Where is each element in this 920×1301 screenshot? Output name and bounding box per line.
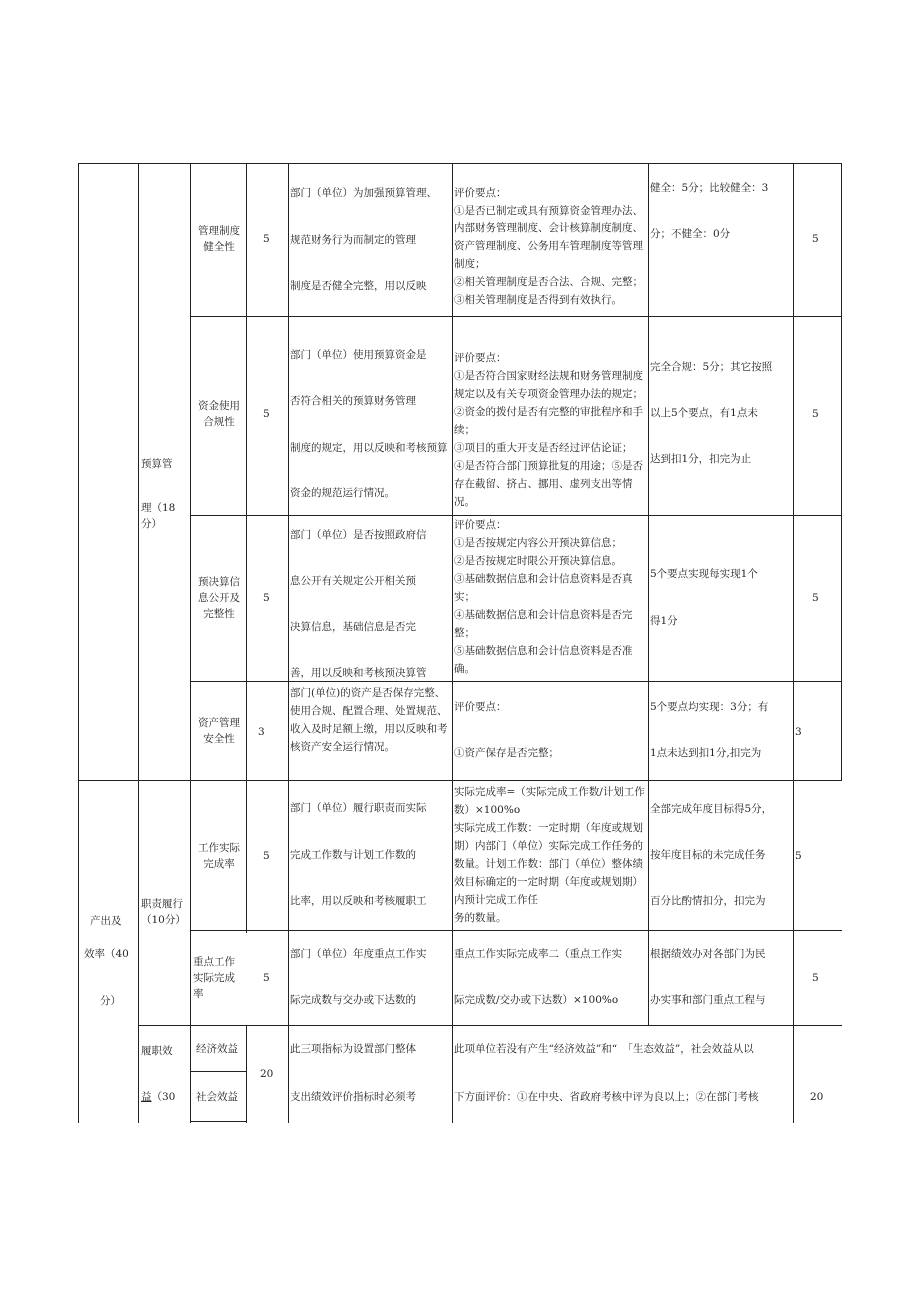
crit-row3-7: 整； bbox=[454, 627, 475, 639]
crit-row1-6: ②相关管理制度是否合法、合规、完整； bbox=[454, 276, 643, 288]
crit-row1-5: 制度； bbox=[454, 258, 486, 270]
crit-row5-1: 实际完成率=（实际完成工作数/计划工作 bbox=[454, 786, 645, 798]
final-row6: 5 bbox=[812, 972, 819, 984]
col-desc bbox=[452, 163, 453, 1123]
crit-row4-2: ①资产保存是否完整； bbox=[454, 747, 559, 759]
crit-row5-8: 务的数量。 bbox=[454, 912, 507, 924]
rule-duty bbox=[138, 1025, 842, 1026]
crit-row3-1: 评价要点： bbox=[454, 519, 507, 531]
final-bottom: 20 bbox=[810, 1091, 824, 1103]
score-row5: 5 bbox=[263, 850, 270, 862]
desc-bottom-1: 此三项指标为设置部门整体 bbox=[290, 1043, 416, 1055]
score-row2: 5 bbox=[263, 408, 270, 420]
crit-row2-6: ③项目的重大开支是否经过评估论证； bbox=[454, 442, 633, 454]
crit-row2-4: ②资金的拨付是否有完整的审批程序和手 bbox=[454, 406, 643, 418]
std-row2-1: 完全合规：5分；其它按照 bbox=[650, 361, 773, 373]
crit-row3-2: ①是否按规定内容公开预决算信息； bbox=[454, 537, 622, 549]
desc-row5-1: 部门（单位）履行职责而实际 bbox=[290, 802, 427, 814]
crit-row1-3: 内部财务管理制度、会计核算制度制度、 bbox=[454, 222, 643, 234]
final-row3: 5 bbox=[812, 592, 819, 604]
score-row6: 5 bbox=[263, 972, 270, 984]
crit-row2-7: ④是否符合部门预算批复的用途；⑤是否 bbox=[454, 460, 643, 472]
crit-row5-2: 数）×100%o bbox=[454, 804, 521, 816]
level2-duty: 职责履行（10分） bbox=[141, 898, 186, 926]
col-l3a bbox=[246, 163, 247, 933]
crit-row2-5: 续； bbox=[454, 424, 475, 436]
crit-row2-2: ①是否符合国家财经法规和财务管理制度 bbox=[454, 370, 643, 382]
crit-row2-3: 规定以及有关专项资金管理办法的规定； bbox=[454, 388, 643, 400]
crit-row2-8: 存在截留、挤占、挪用、虚列支出等情 bbox=[454, 478, 633, 490]
desc-row1-2: 规范财务行为而制定的管理 bbox=[290, 234, 416, 246]
rule-section bbox=[78, 780, 842, 781]
col-std bbox=[793, 163, 794, 1123]
std-row5-2: 按年度目标的未完成任务 bbox=[650, 849, 766, 861]
crit-row5-6: 效目标确定的一定时期（年度或规划期） bbox=[454, 876, 643, 888]
final-row1: 5 bbox=[812, 233, 819, 245]
rule-social bbox=[191, 1121, 246, 1122]
score-row4: 3 bbox=[258, 726, 265, 738]
crit-row3-5: 实； bbox=[454, 591, 475, 603]
desc-row6-2: 际完成数与交办或下达数的 bbox=[290, 994, 416, 1006]
desc-row2-4: 资金的规范运行情况。 bbox=[290, 487, 395, 499]
crit-row5-3: 实际完成工作数：一定时期（年度或规划 bbox=[454, 822, 643, 834]
score-row1: 5 bbox=[263, 233, 270, 245]
final-row5: 5 bbox=[795, 850, 802, 862]
crit-bottom-2: 下方面评价：①在中央、省政府考核中评为良以上；②在部门考核 bbox=[454, 1091, 759, 1103]
level2-benefit-a: 履职效 bbox=[141, 1045, 173, 1057]
final-row2: 5 bbox=[812, 408, 819, 420]
score-row3: 5 bbox=[263, 592, 270, 604]
std-row5-1: 全部完成年度目标得5分， bbox=[650, 803, 773, 815]
desc-row2-3: 制度的规定，用以反映和考核预算 bbox=[290, 442, 448, 454]
item-row3: 预决算信息公开及完整性 bbox=[198, 576, 240, 620]
col-right bbox=[841, 163, 842, 781]
std-row3-1: 5个要点实现每实现1个 bbox=[650, 568, 758, 580]
crit-row6-2: 际完成数/交办或下达数）×100%o bbox=[454, 994, 619, 1006]
level1-output-2: 效率（40 bbox=[84, 948, 129, 960]
level2-budget-a: 预算管 bbox=[141, 458, 173, 470]
col-l3b bbox=[246, 1025, 247, 1123]
desc-row1-1: 部门（单位）为加强预算管理、 bbox=[290, 187, 437, 199]
item-row4: 资产管理安全性 bbox=[198, 717, 240, 745]
desc-row3-1: 部门（单位）是否按照政府信 bbox=[290, 529, 427, 541]
level1-output-1: 产出及 bbox=[90, 915, 122, 927]
std-row4-1: 5个要点均实现：3分；有 bbox=[650, 701, 769, 713]
std-row1-2: 分；不健全：0分 bbox=[650, 228, 731, 240]
std-row6-2: 办实事和部门重点工程与 bbox=[650, 994, 766, 1006]
crit-bottom-1: 此项单位若没有产生“经济效益”和“ 「生态效益”，社会效益从以 bbox=[454, 1043, 754, 1055]
rule-top bbox=[78, 163, 842, 164]
crit-row5-4: 期）内部门（单位）实际完成工作任务的 bbox=[454, 840, 643, 852]
desc-row2-1: 部门（单位）使用预算资金是 bbox=[290, 349, 427, 361]
desc-row3-4: 善，用以反映和考核预决算管 bbox=[290, 667, 427, 679]
desc-row3-3: 决算信息，基础信息是否完 bbox=[290, 621, 416, 633]
std-row5-3: 百分比酌情扣分，扣完为 bbox=[650, 895, 766, 907]
col-score bbox=[288, 163, 289, 1123]
crit-row4-1: 评价要点： bbox=[454, 701, 507, 713]
std-row3-2: 得1分 bbox=[650, 615, 678, 627]
std-row6-1: 根据绩效办对各部门为民 bbox=[650, 948, 766, 960]
item-social: 社会效益 bbox=[196, 1091, 238, 1103]
std-row1-1: 健全：5分；比较健全：3 bbox=[650, 182, 769, 194]
benefit-rest: （30 bbox=[151, 1091, 176, 1103]
level2-budget-b: 理（18分） bbox=[141, 502, 176, 530]
crit-row1-1: 评价要点： bbox=[454, 187, 507, 199]
crit-row3-6: ④基础数据信息和会计信息资料是否完 bbox=[454, 609, 633, 621]
std-row2-2: 以上5个要点，有1点未 bbox=[650, 407, 758, 419]
std-row4-2: 1点未达到扣1分,扣完为 bbox=[650, 747, 762, 759]
desc-row4-4: 核资产安全运行情况。 bbox=[290, 741, 395, 753]
crit-row3-4: ③基础数据信息和会计信息资料是否真 bbox=[454, 573, 633, 585]
crit-row1-2: ①是否已制定或具有预算资金管理办法、 bbox=[454, 205, 643, 217]
item-row6: 重点工作实际完成率 bbox=[193, 956, 235, 1000]
desc-row4-1: 部门(单位)的资产是否保存完整、 bbox=[290, 687, 446, 699]
col-l1 bbox=[138, 163, 139, 1123]
level1-output-3: 分） bbox=[100, 995, 121, 1007]
crit-row5-5: 数量。计划工作数：部门（单位）整体绩 bbox=[454, 858, 643, 870]
col-l2 bbox=[190, 163, 191, 1123]
crit-row2-1: 评价要点： bbox=[454, 352, 507, 364]
crit-row5-7: 内预计完成工作任 bbox=[454, 894, 538, 906]
crit-row3-9: 确。 bbox=[454, 663, 475, 675]
desc-row3-2: 息公开有关规定公开相关预 bbox=[290, 575, 416, 587]
rule-econ bbox=[191, 1071, 246, 1072]
col-left bbox=[78, 163, 79, 1123]
desc-row1-3: 制度是否健全完整，用以反映 bbox=[290, 280, 427, 292]
item-econ: 经济效益 bbox=[196, 1043, 238, 1055]
crit-row1-4: 资产管理制度、公务用车管理制度等管理 bbox=[454, 240, 643, 252]
score-bottom: 20 bbox=[260, 1068, 274, 1080]
final-row4: 3 bbox=[795, 726, 802, 738]
desc-row5-2: 完成工作数与计划工作数的 bbox=[290, 849, 416, 861]
crit-row2-9: 况。 bbox=[454, 496, 475, 508]
item-row5: 工作实际完成率 bbox=[198, 842, 240, 870]
benefit-underlined: 益 bbox=[141, 1091, 152, 1103]
desc-row4-2: 使用合规、配置合理、处置规范、 bbox=[290, 705, 448, 717]
desc-row6-1: 部门（单位）年度重点工作实 bbox=[290, 948, 427, 960]
crit-row6-1: 重点工作实际完成率二（重点工作实 bbox=[454, 948, 622, 960]
desc-row5-3: 比率，用以反映和考核履职工 bbox=[290, 895, 427, 907]
std-row2-3: 达到扣1分，扣完为止 bbox=[650, 453, 752, 465]
desc-bottom-2: 支出绩效评价指标时必须考 bbox=[290, 1091, 416, 1103]
desc-row4-3: 收入及时足额上缴，用以反映和考 bbox=[290, 723, 448, 735]
item-row1: 管理制度健全性 bbox=[198, 225, 240, 253]
item-row2: 资金使用合规性 bbox=[198, 400, 240, 428]
crit-row3-8: ⑤基础数据信息和会计信息资料是否准 bbox=[454, 645, 633, 657]
crit-row1-7: ③相关管理制度是否得到有效执行。 bbox=[454, 294, 622, 306]
col-crit bbox=[648, 163, 649, 1025]
level2-benefit-b bbox=[141, 1089, 175, 1105]
desc-row2-2: 否符合相关的预算财务管理 bbox=[290, 395, 416, 407]
crit-row3-3: ②是否按规定时限公开预决算信息。 bbox=[454, 555, 622, 567]
